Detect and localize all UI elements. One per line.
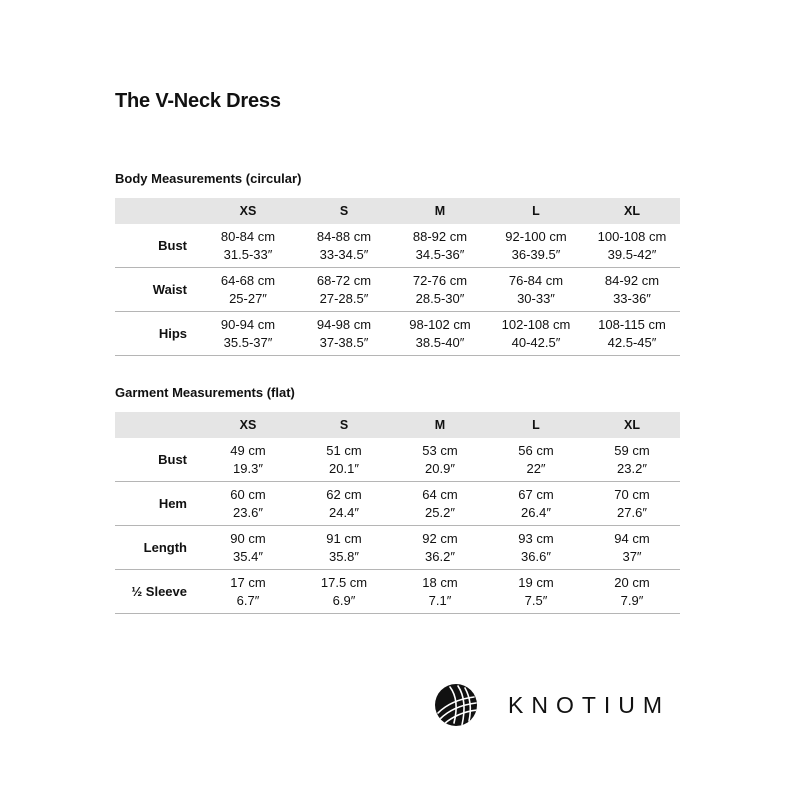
body-measurements-heading: Body Measurements (circular) bbox=[115, 171, 302, 186]
imperial-value: 6.9″ bbox=[332, 592, 356, 608]
imperial-value: 19.3″ bbox=[233, 460, 263, 476]
table-row bbox=[115, 224, 680, 268]
measurement-cell bbox=[488, 482, 584, 526]
measurement-cell bbox=[200, 570, 296, 614]
metric-value: 67 cm bbox=[518, 486, 554, 502]
metric-value: 93 cm bbox=[518, 530, 554, 546]
metric-value: 80-84 cm bbox=[220, 228, 276, 244]
imperial-value: 7.1″ bbox=[428, 592, 452, 608]
measurement-cell bbox=[392, 482, 488, 526]
row-label: Bust bbox=[158, 238, 187, 253]
size-header-row bbox=[115, 198, 680, 224]
imperial-value: 34.5-36″ bbox=[415, 246, 465, 262]
body-measurements-table bbox=[115, 198, 680, 356]
measurement-cell bbox=[296, 438, 392, 482]
metric-value: 76-84 cm bbox=[508, 272, 564, 288]
imperial-value: 22″ bbox=[526, 460, 546, 476]
size-header-xl: XL bbox=[584, 198, 680, 224]
metric-value: 92 cm bbox=[422, 530, 458, 546]
size-header-xl: XL bbox=[584, 412, 680, 438]
size-header-m: M bbox=[392, 412, 488, 438]
imperial-value: 30-33″ bbox=[517, 290, 555, 306]
measurement-cell bbox=[584, 438, 680, 482]
measurement-cell bbox=[392, 570, 488, 614]
row-label: Hem bbox=[158, 496, 187, 511]
imperial-value: 37-38.5″ bbox=[319, 334, 369, 350]
measurement-cell bbox=[584, 268, 680, 312]
measurement-cell bbox=[488, 224, 584, 268]
imperial-value: 26.4″ bbox=[521, 504, 551, 520]
brand-name: KNOTIUM bbox=[508, 691, 671, 718]
measurement-cell bbox=[392, 526, 488, 570]
metric-value: 92-100 cm bbox=[505, 228, 567, 244]
imperial-value: 35.8″ bbox=[329, 548, 359, 564]
imperial-value: 7.5″ bbox=[524, 592, 548, 608]
metric-value: 68-72 cm bbox=[316, 272, 372, 288]
measurement-cell bbox=[296, 312, 392, 356]
measurement-cell bbox=[488, 438, 584, 482]
imperial-value: 28.5-30″ bbox=[415, 290, 465, 306]
imperial-value: 35.5-37″ bbox=[223, 334, 273, 350]
measurement-cell bbox=[200, 438, 296, 482]
table-row bbox=[115, 438, 680, 482]
measurement-cell bbox=[584, 224, 680, 268]
metric-value: 53 cm bbox=[422, 442, 458, 458]
imperial-value: 36.2″ bbox=[425, 548, 455, 564]
measurement-cell bbox=[200, 268, 296, 312]
measurement-cell bbox=[392, 268, 488, 312]
metric-value: 98-102 cm bbox=[409, 316, 471, 332]
garment-measurements-table bbox=[115, 412, 680, 614]
imperial-value: 40-42.5″ bbox=[511, 334, 561, 350]
row-label: Length bbox=[143, 540, 187, 555]
imperial-value: 24.4″ bbox=[329, 504, 359, 520]
garment-measurements-heading: Garment Measurements (flat) bbox=[115, 385, 295, 400]
imperial-value: 27.6″ bbox=[617, 504, 647, 520]
metric-value: 19 cm bbox=[518, 574, 554, 590]
measurement-cell bbox=[488, 312, 584, 356]
imperial-value: 20.9″ bbox=[425, 460, 455, 476]
metric-value: 64 cm bbox=[422, 486, 458, 502]
measurement-cell bbox=[392, 312, 488, 356]
imperial-value: 33-34.5″ bbox=[319, 246, 369, 262]
table-row bbox=[115, 526, 680, 570]
metric-value: 18 cm bbox=[422, 574, 458, 590]
imperial-value: 36-39.5″ bbox=[511, 246, 561, 262]
measurement-cell bbox=[392, 224, 488, 268]
measurement-cell bbox=[296, 268, 392, 312]
measurement-cell bbox=[488, 268, 584, 312]
size-header-l: L bbox=[488, 198, 584, 224]
metric-value: 59 cm bbox=[614, 442, 650, 458]
row-label: Bust bbox=[158, 452, 187, 467]
metric-value: 88-92 cm bbox=[412, 228, 468, 244]
metric-value: 102-108 cm bbox=[501, 316, 571, 332]
metric-value: 56 cm bbox=[518, 442, 554, 458]
imperial-value: 37″ bbox=[622, 548, 642, 564]
measurement-cell bbox=[584, 570, 680, 614]
metric-value: 90-94 cm bbox=[220, 316, 276, 332]
size-header-xs: XS bbox=[200, 198, 296, 224]
metric-value: 60 cm bbox=[230, 486, 266, 502]
imperial-value: 20.1″ bbox=[329, 460, 359, 476]
metric-value: 62 cm bbox=[326, 486, 362, 502]
size-header-s: S bbox=[296, 198, 392, 224]
imperial-value: 27-28.5″ bbox=[319, 290, 369, 306]
metric-value: 84-88 cm bbox=[316, 228, 372, 244]
imperial-value: 7.9″ bbox=[620, 592, 644, 608]
imperial-value: 25-27″ bbox=[229, 290, 267, 306]
size-header-m: M bbox=[392, 198, 488, 224]
imperial-value: 36.6″ bbox=[521, 548, 551, 564]
row-label: ½ Sleeve bbox=[131, 584, 187, 599]
yarn-ball-icon bbox=[434, 683, 478, 727]
imperial-value: 23.2″ bbox=[617, 460, 647, 476]
measurement-cell bbox=[392, 438, 488, 482]
header-corner-cell bbox=[115, 198, 200, 224]
measurement-cell bbox=[296, 224, 392, 268]
measurement-cell bbox=[200, 312, 296, 356]
size-header-row bbox=[115, 412, 680, 438]
metric-value: 94 cm bbox=[614, 530, 650, 546]
table-row bbox=[115, 482, 680, 526]
measurement-cell bbox=[200, 526, 296, 570]
metric-value: 84-92 cm bbox=[604, 272, 660, 288]
imperial-value: 23.6″ bbox=[233, 504, 263, 520]
metric-value: 100-108 cm bbox=[597, 228, 667, 244]
measurement-cell bbox=[584, 312, 680, 356]
row-label: Waist bbox=[152, 282, 187, 297]
metric-value: 51 cm bbox=[326, 442, 362, 458]
metric-value: 17 cm bbox=[230, 574, 266, 590]
table-row bbox=[115, 268, 680, 312]
measurement-cell bbox=[200, 482, 296, 526]
table-row bbox=[115, 312, 680, 356]
measurement-cell bbox=[584, 526, 680, 570]
size-header-xs: XS bbox=[200, 412, 296, 438]
measurement-cell bbox=[296, 526, 392, 570]
measurement-cell bbox=[200, 224, 296, 268]
measurement-cell bbox=[584, 482, 680, 526]
imperial-value: 35.4″ bbox=[233, 548, 263, 564]
header-corner-cell bbox=[115, 412, 200, 438]
imperial-value: 31.5-33″ bbox=[223, 246, 273, 262]
metric-value: 94-98 cm bbox=[316, 316, 372, 332]
measurement-cell bbox=[296, 482, 392, 526]
imperial-value: 33-36″ bbox=[613, 290, 651, 306]
imperial-value: 42.5-45″ bbox=[607, 334, 657, 350]
imperial-value: 39.5-42″ bbox=[607, 246, 657, 262]
metric-value: 17.5 cm bbox=[320, 574, 368, 590]
imperial-value: 6.7″ bbox=[236, 592, 260, 608]
table-row bbox=[115, 570, 680, 614]
size-header-s: S bbox=[296, 412, 392, 438]
page-title: The V-Neck Dress bbox=[115, 90, 281, 112]
metric-value: 49 cm bbox=[230, 442, 266, 458]
size-header-l: L bbox=[488, 412, 584, 438]
measurement-cell bbox=[488, 570, 584, 614]
metric-value: 70 cm bbox=[614, 486, 650, 502]
metric-value: 91 cm bbox=[326, 530, 362, 546]
metric-value: 108-115 cm bbox=[598, 316, 666, 332]
brand-lockup bbox=[434, 683, 670, 727]
imperial-value: 38.5-40″ bbox=[415, 334, 465, 350]
metric-value: 90 cm bbox=[230, 530, 266, 546]
measurement-cell bbox=[296, 570, 392, 614]
metric-value: 64-68 cm bbox=[220, 272, 276, 288]
imperial-value: 25.2″ bbox=[425, 504, 455, 520]
row-label: Hips bbox=[158, 326, 187, 341]
metric-value: 20 cm bbox=[614, 574, 650, 590]
measurement-cell bbox=[488, 526, 584, 570]
metric-value: 72-76 cm bbox=[412, 272, 468, 288]
